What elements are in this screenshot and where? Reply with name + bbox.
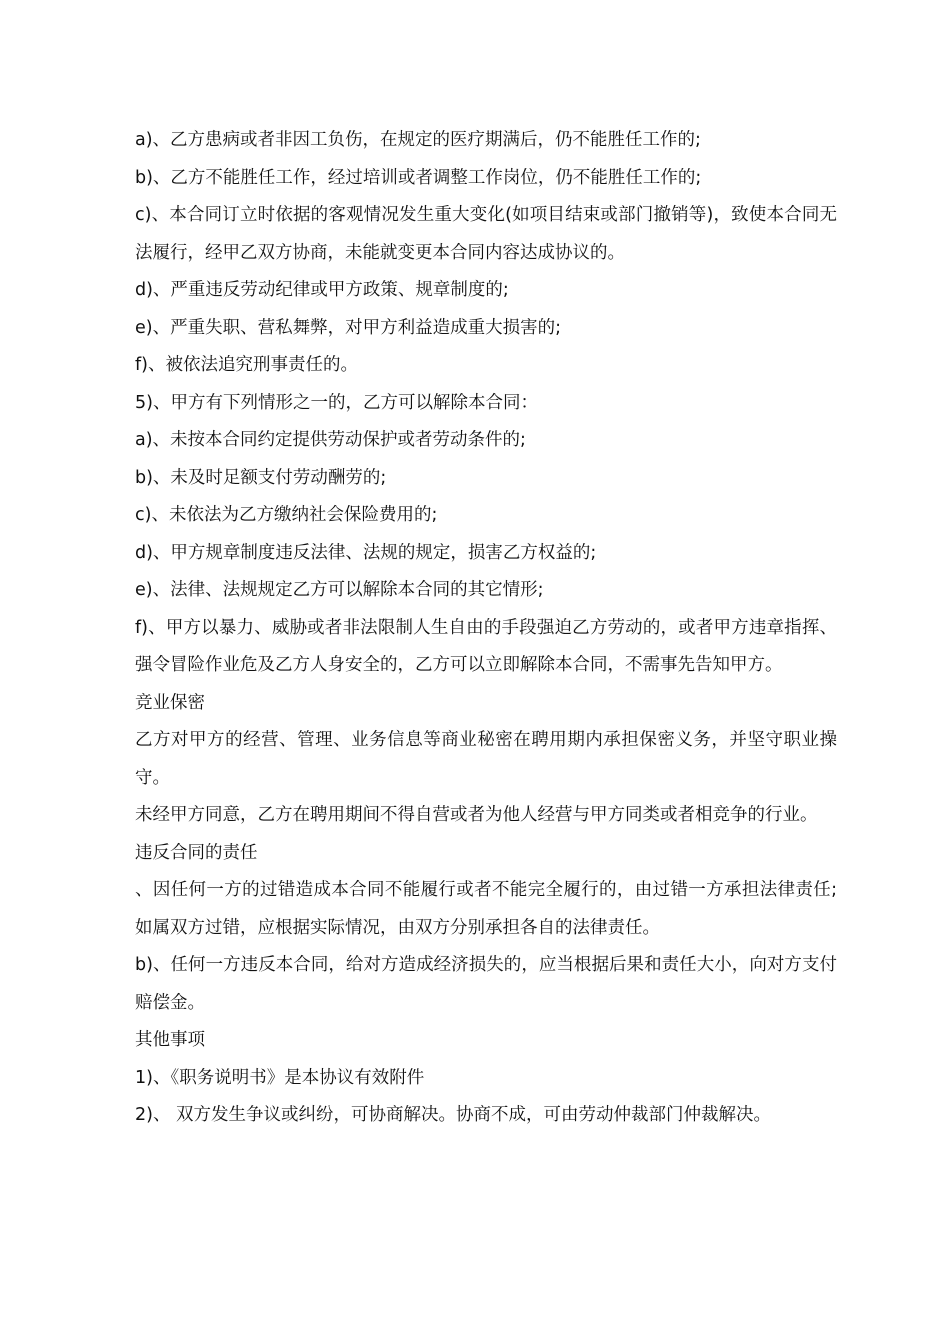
- clause-5a-labor-protection: a)、未按本合同约定提供劳动保护或者劳动条件的;: [135, 430, 526, 450]
- other-matters-item-2: 2)、 双方发生争议或纠纷，可协商解决。协商不成，可由劳动仲裁部门仲裁解决。: [135, 1105, 772, 1125]
- clause-d-discipline-violation: d)、严重违反劳动纪律或甲方政策、规章制度的;: [135, 280, 509, 300]
- breach-fault-paragraph: 、因任何一方的过错造成本合同不能履行或者不能完全履行的，由过错一方承担法律责任;如属双方过错，应根据实际情况，由双方分别承担各自的法律责任。: [135, 880, 837, 938]
- breach-compensation-paragraph: b)、任何一方违反本合同，给对方造成经济损失的，应当根据后果和责任大小，向对方支付赔偿金。: [135, 955, 837, 1013]
- confidentiality-paragraph: 乙方对甲方的经营、管理、业务信息等商业秘密在聘用期内承担保密义务，并坚守职业操守。: [135, 730, 837, 788]
- section-heading-non-compete: 竞业保密: [135, 692, 205, 713]
- clause-b-incompetence: b)、乙方不能胜任工作，经过培训或者调整工作岗位，仍不能胜任工作的;: [135, 167, 702, 188]
- non-compete-paragraph: 未经甲方同意，乙方在聘用期间不得自营或者为他人经营与甲方同类或者相竞争的行业。: [135, 805, 818, 825]
- clause-e-dereliction: e)、严重失职、营私舞弊，对甲方利益造成重大损害的;: [135, 317, 561, 338]
- clause-5f-coercion: f)、甲方以暴力、威胁或者非法限制人生自由的手段强迫乙方劳动的，或者甲方违章指挥、强令冒险作业危及乙方人身安全的，乙方可以立即解除本合同，不需事先告知甲方。: [135, 617, 837, 675]
- clause-5-termination-by-employee: 5)、甲方有下列情形之一的，乙方可以解除本合同：: [135, 392, 538, 413]
- other-matters-item-1: 1)、《职务说明书》是本协议有效附件: [135, 1067, 425, 1088]
- clause-c-circumstance-change: c)、本合同订立时依据的客观情况发生重大变化(如项目结束或部门撤销等)，致使本合同无法履行，经甲乙双方协商，未能就变更本合同内容达成协议的。: [135, 205, 837, 263]
- section-heading-breach-liability: 违反合同的责任: [135, 842, 258, 863]
- clause-5d-rules-violation: d)、甲方规章制度违反法律、法规的规定，损害乙方权益的;: [135, 542, 597, 563]
- clause-a-illness: a)、乙方患病或者非因工负伤，在规定的医疗期满后，仍不能胜任工作的;: [135, 130, 701, 150]
- document-body: [115, 122, 837, 1135]
- clause-5e-other: e)、法律、法规规定乙方可以解除本合同的其它情形;: [135, 580, 544, 600]
- clause-5c-social-insurance: c)、未依法为乙方缴纳社会保险费用的;: [135, 505, 438, 525]
- clause-5b-pay: b)、未及时足额支付劳动酬劳的;: [135, 467, 387, 488]
- clause-f-criminal-liability: f)、被依法追究刑事责任的。: [135, 355, 358, 375]
- section-heading-other-matters: 其他事项: [135, 1030, 205, 1050]
